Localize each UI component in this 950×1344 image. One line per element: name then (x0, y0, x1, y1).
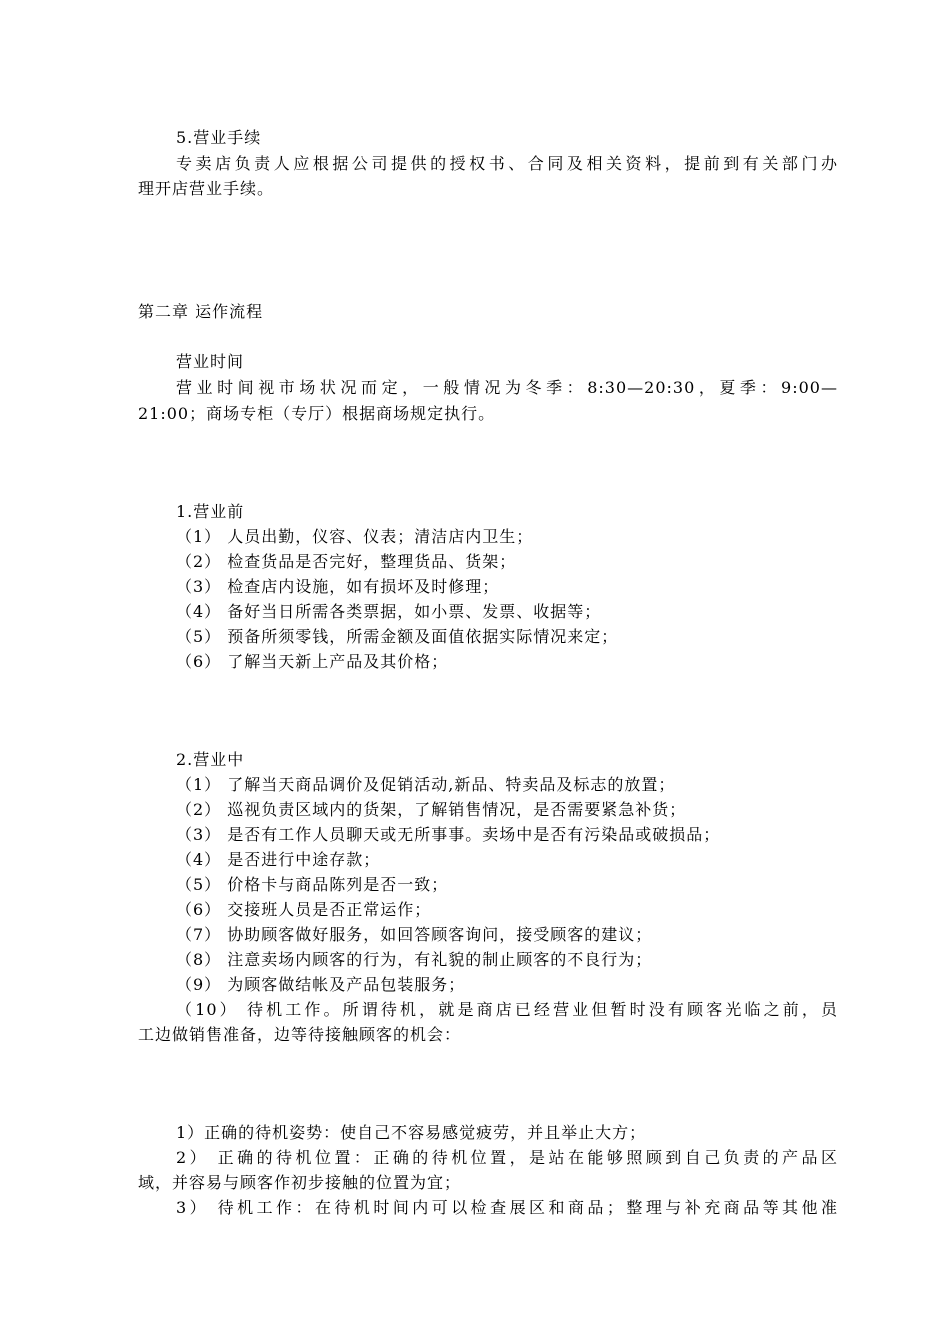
list-item: （1） 人员出勤，仪容、仪表；清洁店内卫生； (176, 527, 534, 546)
list-item: （7） 协助顾客做好服务，如回答顾客询问，接受顾客的建议； (176, 925, 653, 944)
sub-item: 1）正确的待机姿势：使自己不容易感觉疲劳，并且举止大方； (176, 1123, 647, 1142)
list-item: （3） 检查店内设施，如有损坏及时修理； (176, 577, 500, 596)
list-item: （1） 了解当天商品调价及促销活动,新品、特卖品及标志的放置； (176, 775, 676, 794)
paragraph-line: 专卖店负责人应根据公司提供的授权书、合同及相关资料，提前到有关部门办 (176, 154, 838, 173)
paragraph-line: 工边做销售准备，边等待接触顾客的机会： (138, 1025, 462, 1044)
paragraph-line: 营业时间视市场状况而定，一般情况为冬季：8:30—20:30，夏季：9:00— (176, 378, 838, 397)
list-item: （6） 了解当天新上产品及其价格； (176, 652, 449, 671)
paragraph-line: 理开店营业手续。 (138, 179, 275, 198)
section-heading: 5.营业手续 (176, 128, 262, 147)
sub-item: 3） 待机工作：在待机时间内可以检查展区和商品；整理与补充商品等其他准 (176, 1198, 838, 1217)
list-item: （6） 交接班人员是否正常运作； (176, 900, 432, 919)
list-item: （9） 为顾客做结帐及产品包装服务； (176, 975, 466, 994)
list-item: （2） 巡视负责区域内的货架，了解销售情况，是否需要紧急补货； (176, 800, 687, 819)
section-heading: 1.营业前 (176, 502, 245, 521)
section-heading: 2.营业中 (176, 750, 245, 769)
list-item: （5） 价格卡与商品陈列是否一致； (176, 875, 449, 894)
list-item: （8） 注意卖场内顾客的行为，有礼貌的制止顾客的不良行为； (176, 950, 653, 969)
list-item: （3） 是否有工作人员聊天或无所事事。卖场中是否有污染品或破损品； (176, 825, 721, 844)
chapter-title: 第二章 运作流程 (138, 302, 264, 321)
list-item: （2） 检查货品是否完好，整理货品、货架； (176, 552, 517, 571)
paragraph-line: 21:00；商场专柜（专厅）根据商场规定执行。 (138, 404, 496, 423)
paragraph-line: 域，并容易与顾客作初步接触的位置为宜； (138, 1173, 462, 1192)
list-item: （4） 备好当日所需各类票据，如小票、发票、收据等； (176, 602, 602, 621)
list-item: （10） 待机工作。所谓待机，就是商店已经营业但暂时没有顾客光临之前，员 (176, 1000, 838, 1019)
section-heading: 营业时间 (176, 352, 245, 371)
list-item: （5） 预备所须零钱，所需金额及面值依据实际情况来定； (176, 627, 619, 646)
list-item: （4） 是否进行中途存款； (176, 850, 381, 869)
sub-item: 2） 正确的待机位置：正确的待机位置，是站在能够照顾到自己负责的产品区 (176, 1148, 838, 1167)
